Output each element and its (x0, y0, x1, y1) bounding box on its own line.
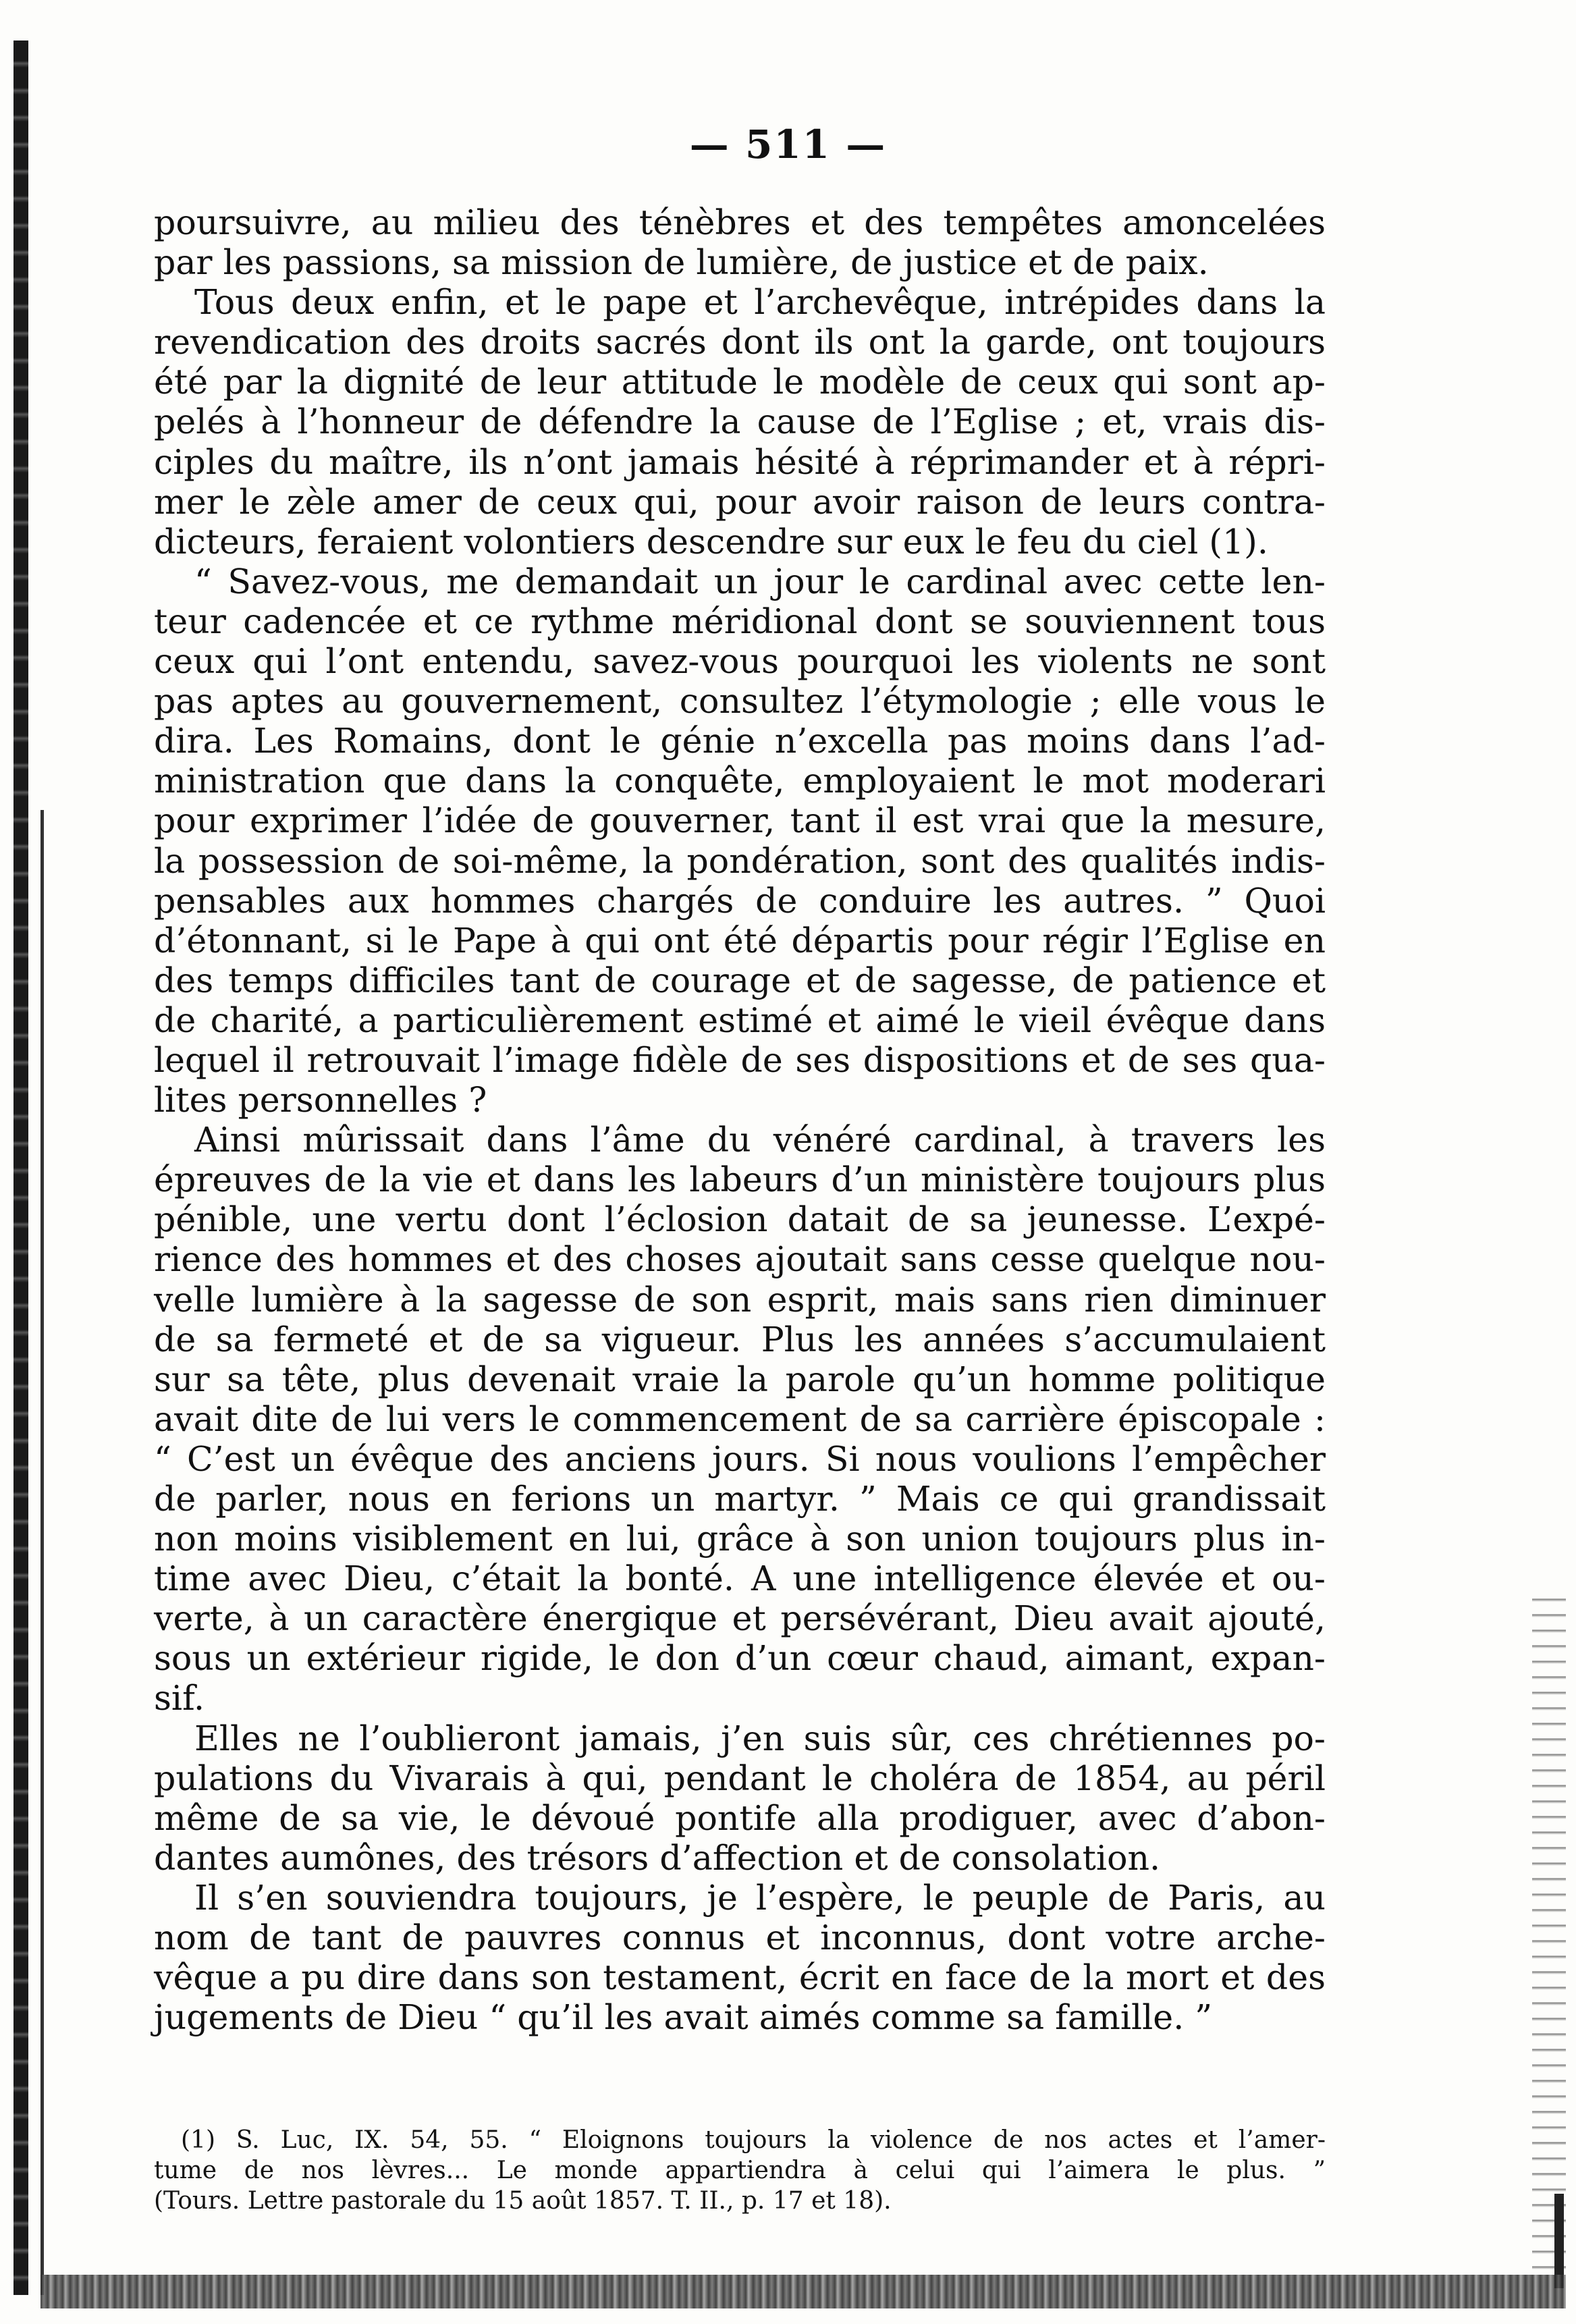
text-line: épreuves de la vie et dans les labeurs d’un ministère toujours plus (154, 1160, 1326, 1200)
text-line: Ainsi mûrissait dans l’âme du vénéré cardinal, à travers les (194, 1120, 1326, 1160)
text-line: “ Savez-vous, me demandait un jour le cardinal avec cette len- (194, 561, 1326, 601)
text-line: jugements de Dieu “ qu’il les avait aimés comme sa famille. ” (154, 1997, 1213, 2038)
binding-edge (13, 40, 28, 2295)
text-line: par les passions, sa mission de lumière, de justice et de paix. (154, 242, 1209, 283)
text-line: poursuivre, au milieu des ténèbres et des tempêtes amoncelées (154, 202, 1326, 242)
text-line: pulations du Vivarais à qui, pendant le choléra de 1854, au péril (154, 1758, 1326, 1798)
text-line: pelés à l’honneur de défendre la cause de l’Eglise ; et, vrais dis- (154, 402, 1326, 442)
text-line: dira. Les Romains, dont le génie n’excella pas moins dans l’ad- (154, 721, 1326, 761)
text-line: ceux qui l’ont entendu, savez-vous pourquoi les violents ne sont (154, 641, 1326, 682)
text-line: même de sa vie, le dévoué pontife alla prodiguer, avec d’abon- (154, 1798, 1326, 1838)
text-line: lequel il retrouvait l’image fidèle de ses dispositions et de ses qua- (154, 1039, 1326, 1080)
text-line: Tous deux enfin, et le pape et l’archevêque, intrépides dans la (194, 282, 1326, 323)
bottom-scan-edge (40, 2275, 1566, 2308)
text-line: ministration que dans la conquête, employaient le mot moderari (154, 761, 1326, 801)
text-line: la possession de soi-même, la pondération, sont des qualités indis- (154, 840, 1326, 881)
text-line: non moins visiblement en lui, grâce à son union toujours plus in- (154, 1519, 1326, 1559)
footnotes (154, 2125, 1326, 2216)
footnote-line: (1) S. Luc, IX. 54, 55. “ Eloignons toujours la violence de nos actes et l’amer- (181, 2126, 1326, 2154)
footnote-line: (Tours. Lettre pastorale du 15 août 1857. T. II., p. 17 et 18). (154, 2187, 892, 2215)
text-line: dantes aumônes, des trésors d’affection et de consolation. (154, 1837, 1161, 1878)
binding-edge-line (40, 810, 44, 2295)
text-line: lites personnelles ? (154, 1080, 487, 1120)
margin-mark (1554, 2194, 1564, 2288)
text-line: de parler, nous en ferions un martyr. ” Mais ce qui grandissait (154, 1479, 1326, 1519)
text-line: dicteurs, feraient volontiers descendre sur eux le feu du ciel (1). (154, 521, 1268, 562)
text-line: nom de tant de pauvres connus et inconnus, dont votre arche- (154, 1918, 1326, 1958)
margin-specks (1532, 1586, 1566, 2275)
text-line: sous un extérieur rigide, le don d’un cœur chaud, aimant, expan- (154, 1638, 1326, 1679)
text-line: vêque a pu dire dans son testament, écrit en face de la mort et des (154, 1957, 1326, 1998)
text-line: teur cadencée et ce rythme méridional dont se souviennent tous (154, 601, 1326, 641)
text-line: Elles ne l’oublieront jamais, j’en suis sûr, ces chrétiennes po- (194, 1718, 1326, 1758)
text-line: pénible, une vertu dont l’éclosion datait de sa jeunesse. L’expé- (154, 1199, 1326, 1240)
body-text (154, 202, 1326, 2037)
text-line: sif. (154, 1678, 205, 1719)
text-line: verte, à un caractère énergique et persévérant, Dieu avait ajouté, (154, 1598, 1326, 1639)
text-line: time avec Dieu, c’était la bonté. A une intelligence élevée et ou- (154, 1559, 1326, 1599)
text-line: pas aptes au gouvernement, consultez l’étymologie ; elle vous le (154, 681, 1326, 722)
text-line: “ C’est un évêque des anciens jours. Si nous voulions l’empêcher (154, 1438, 1326, 1479)
text-line: pour exprimer l’idée de gouverner, tant il est vrai que la mesure, (154, 801, 1326, 841)
page-number: — 511 — (689, 121, 887, 167)
text-line: d’étonnant, si le Pape à qui ont été départis pour régir l’Eglise en (154, 920, 1326, 961)
text-line: sur sa tête, plus devenait vraie la parole qu’un homme politique (154, 1359, 1326, 1399)
text-line: Il s’en souviendra toujours, je l’espère, le peuple de Paris, au (194, 1877, 1326, 1918)
text-line: été par la dignité de leur attitude le modèle de ceux qui sont ap- (154, 362, 1326, 402)
footnote-line: tume de nos lèvres... Le monde appartiendra à celui qui l’aimera le plus. ” (154, 2157, 1326, 2184)
text-line: ciples du maître, ils n’ont jamais hésité à réprimander et à répri- (154, 441, 1326, 482)
text-line: mer le zèle amer de ceux qui, pour avoir raison de leurs contra- (154, 481, 1326, 522)
text-line: pensables aux hommes chargés de conduire les autres. ” Quoi (154, 880, 1326, 921)
text-line: de charité, a particulièrement estimé et aimé le vieil évêque dans (154, 1000, 1326, 1040)
text-line: velle lumière à la sagesse de son esprit, mais sans rien diminuer (154, 1279, 1326, 1320)
text-line: des temps difficiles tant de courage et de sagesse, de patience et (154, 960, 1326, 1000)
text-line: de sa fermeté et de sa vigueur. Plus les années s’accumulaient (154, 1319, 1326, 1359)
text-line: avait dite de lui vers le commencement de sa carrière épiscopale : (154, 1399, 1326, 1439)
text-line: revendication des droits sacrés dont ils ont la garde, ont toujours (154, 322, 1326, 362)
text-line: rience des hommes et des choses ajoutait sans cesse quelque nou- (154, 1239, 1326, 1280)
